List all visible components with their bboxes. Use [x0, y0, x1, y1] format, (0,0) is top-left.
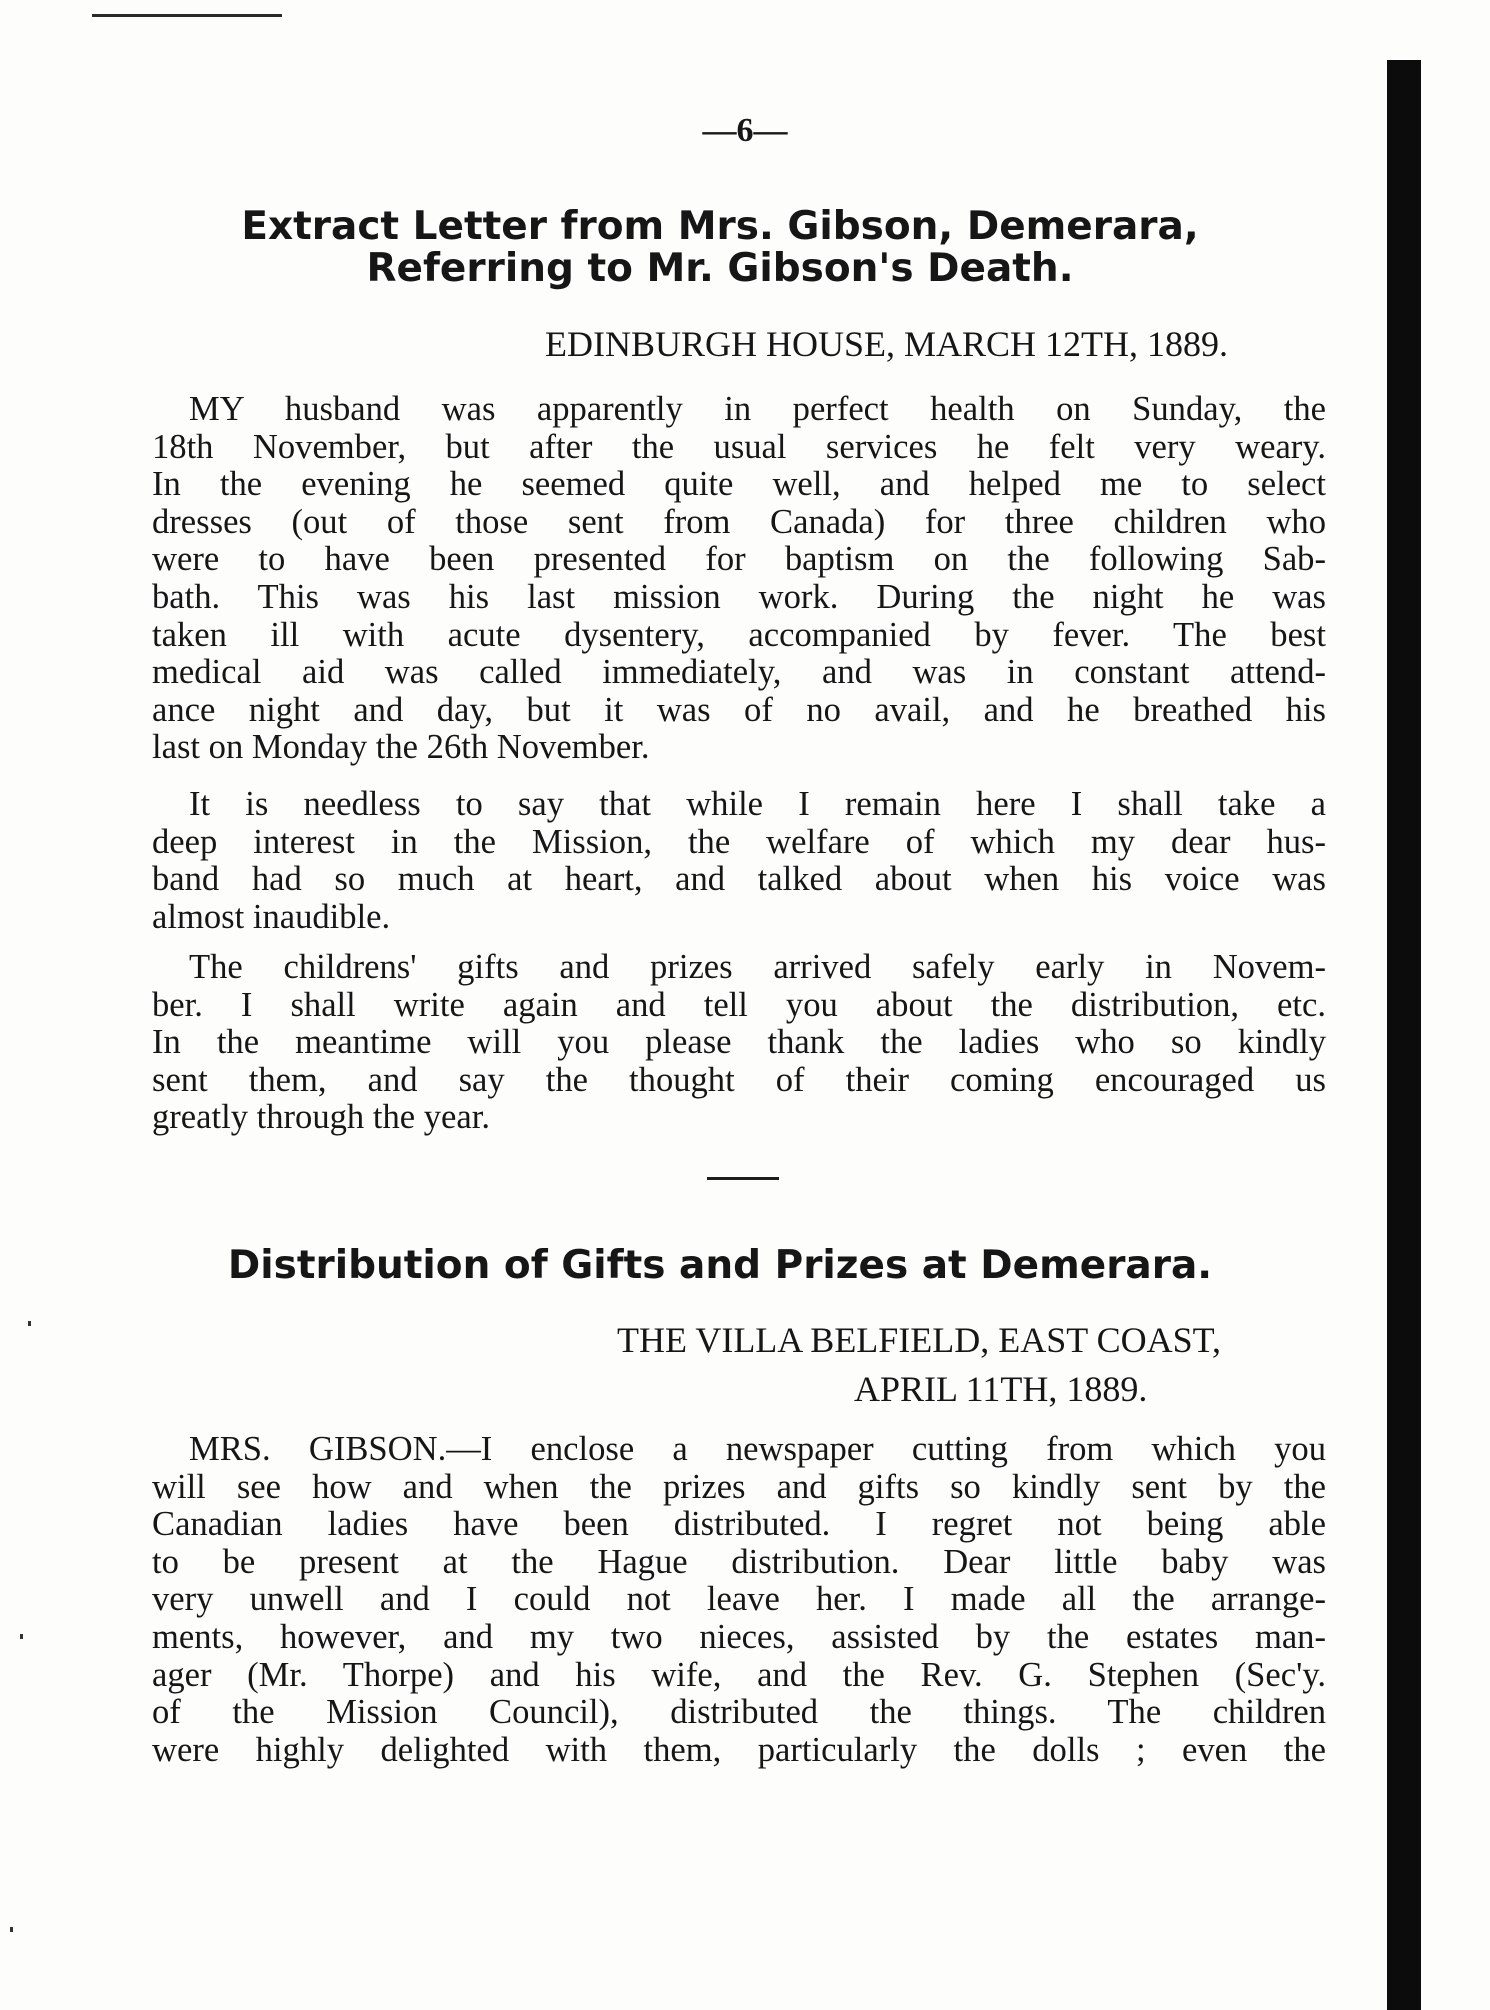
text-line: MRS. GIBSON.—I enclose a newspaper cutting from which you — [189, 1430, 1326, 1468]
section-separator — [707, 1177, 779, 1180]
scan-speck — [20, 1634, 23, 1639]
text-line: of the Mission Council), distributed the things. The children — [152, 1693, 1326, 1732]
letter-1-paragraph-3 — [152, 949, 1326, 1137]
scan-edge-rule — [92, 14, 282, 17]
text-line: ager (Mr. Thorpe) and his wife, and the Rev. G. Stephen (Sec'y. — [152, 1655, 1326, 1694]
letter-2-paragraph — [152, 1431, 1326, 1769]
binding-shadow-bar — [1387, 60, 1421, 2010]
text-line: Canadian ladies have been distributed. I regret not being able — [152, 1505, 1326, 1544]
text-line: will see how and when the prizes and gifts so kindly sent by the — [152, 1467, 1326, 1506]
text-line: very unwell and I could not leave her. I made all the arrange- — [152, 1580, 1326, 1619]
text-line: The childrens' gifts and prizes arrived safely early in Novem- — [189, 948, 1326, 986]
text-line: bath. This was his last mission work. During the night he was — [152, 577, 1326, 616]
text-line: greatly through the year. — [152, 1098, 490, 1137]
text-line: medical aid was called immediately, and was in constant attend- — [152, 653, 1326, 692]
scan-speck — [28, 1321, 31, 1326]
letter-2-heading: Distribution of Gifts and Prizes at Demerara. — [227, 1243, 1213, 1288]
text-line: ber. I shall write again and tell you about the distribution, etc. — [152, 985, 1326, 1024]
text-line: almost inaudible. — [152, 897, 391, 936]
text-line: MY husband was apparently in perfect health on Sunday, the — [189, 390, 1326, 428]
text-line: ments, however, and my two nieces, assisted by the estates man- — [152, 1617, 1326, 1656]
letter-1-paragraph-2 — [152, 786, 1326, 936]
text-line: dresses (out of those sent from Canada) for three children who — [152, 502, 1326, 541]
scan-speck — [10, 1927, 13, 1932]
text-line: ance night and day, but it was of no avail, and he breathed his — [152, 690, 1326, 729]
text-line: 18th November, but after the usual services he felt very weary. — [152, 427, 1326, 466]
text-line: In the evening he seemed quite well, and helped me to select — [152, 465, 1326, 504]
text-line: In the meantime will you please thank the ladies who so kindly — [152, 1023, 1326, 1062]
text-line: to be present at the Hague distribution. Dear little baby was — [152, 1542, 1326, 1581]
letter-1-heading-line-1: Extract Letter from Mrs. Gibson, Demerara, — [241, 204, 1199, 249]
text-line: sent them, and say the thought of their coming encouraged us — [152, 1060, 1326, 1099]
letter-2-dateline-date: APRIL 11TH, 1889. — [854, 1369, 1148, 1409]
letter-2-dateline-address: THE VILLA BELFIELD, EAST COAST, — [617, 1320, 1221, 1360]
text-line: were highly delighted with them, particularly the dolls ; even the — [152, 1730, 1326, 1769]
text-line: band had so much at heart, and talked about when his voice was — [152, 860, 1326, 899]
text-line: It is needless to say that while I remain here I shall take a — [189, 785, 1326, 823]
letter-1-heading-line-2: Referring to Mr. Gibson's Death. — [366, 246, 1074, 291]
text-line: deep interest in the Mission, the welfare of which my dear hus- — [152, 822, 1326, 861]
letter-1-paragraph-1 — [152, 391, 1326, 767]
text-line: taken ill with acute dysentery, accompanied by fever. The best — [152, 615, 1326, 654]
letter-1-dateline: EDINBURGH HOUSE, MARCH 12TH, 1889. — [545, 324, 1229, 364]
text-line: were to have been presented for baptism on the following Sab- — [152, 540, 1326, 579]
text-line: last on Monday the 26th November. — [152, 728, 650, 767]
page-number: —6— — [702, 112, 788, 149]
